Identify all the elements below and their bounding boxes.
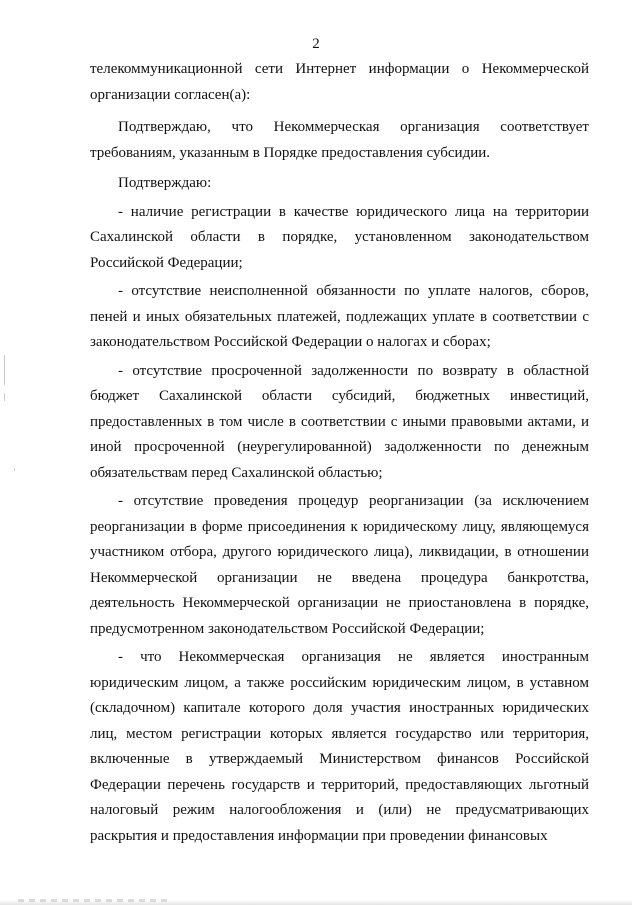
page-number: 2 — [312, 36, 320, 52]
scan-artifact — [14, 468, 15, 471]
list-item-not-foreign-entity: - что Некоммерческая организация не является иностранным юридическим лицом, а также российским юридическим лицом, в уставном (складочном) капитале которого доля участия иностранных юридических лиц, местом регистрации которых является государство или территория, включенные в утверждаемый Министерством финансов Российской Федерации перечень государств и территорий, предоставляющих льготный налоговый режим налогообложения и (или) не предусматривающих раскрытия и предоставления информации при проведении финансовых — [90, 649, 589, 844]
paragraph-consent-continuation: телекоммуникационной сети Интернет информации о Некоммерческой организации согласен(а): — [90, 61, 589, 103]
paragraph-confirm-heading: Подтверждаю: — [118, 175, 212, 191]
scan-artifact — [18, 899, 168, 902]
list-item-no-overdue-debt: - отсутствие просроченной задолженности по возврату в областной бюджет Сахалинской области субсидий, бюджетных инвестиций, предоставленных в том числе в соответствии с иными правовыми актами, и иной просроченной (неурегулированной) задолженности по денежным обязательствам перед Сахалинской областью; — [90, 362, 589, 481]
document-body — [90, 57, 589, 849]
list-item-no-tax-debt: - отсутствие неисполненной обязанности по уплате налогов, сборов, пеней и иных обязательных платежей, подлежащих уплате в соответствии с законодательством Российской Федерации о налогах и сборах; — [90, 283, 589, 350]
list-item-registration: - наличие регистрации в качестве юридического лица на территории Сахалинской области в порядке, установленном законодательством Российской Федерации; — [90, 203, 589, 271]
list-item-no-reorganization: - отсутствие проведения процедур реорганизации (за исключением реорганизации в форме присоединения к юридическому лицу, являющемуся участником отбора, другого юридического лица), ликвидации, в отношении Некоммерческой организации не введена процедура банкротства, деятельность Некоммерческой организации не приостановлена в порядке, предусмотренном законодательством Российской Федерации; — [90, 493, 589, 637]
scan-artifact — [4, 355, 5, 385]
paragraph-confirm-requirements: Подтверждаю, что Некоммерческая организация соответствует требованиям, указанным в Порядке предоставления субсидии. — [90, 119, 589, 161]
scan-artifact — [4, 393, 5, 401]
